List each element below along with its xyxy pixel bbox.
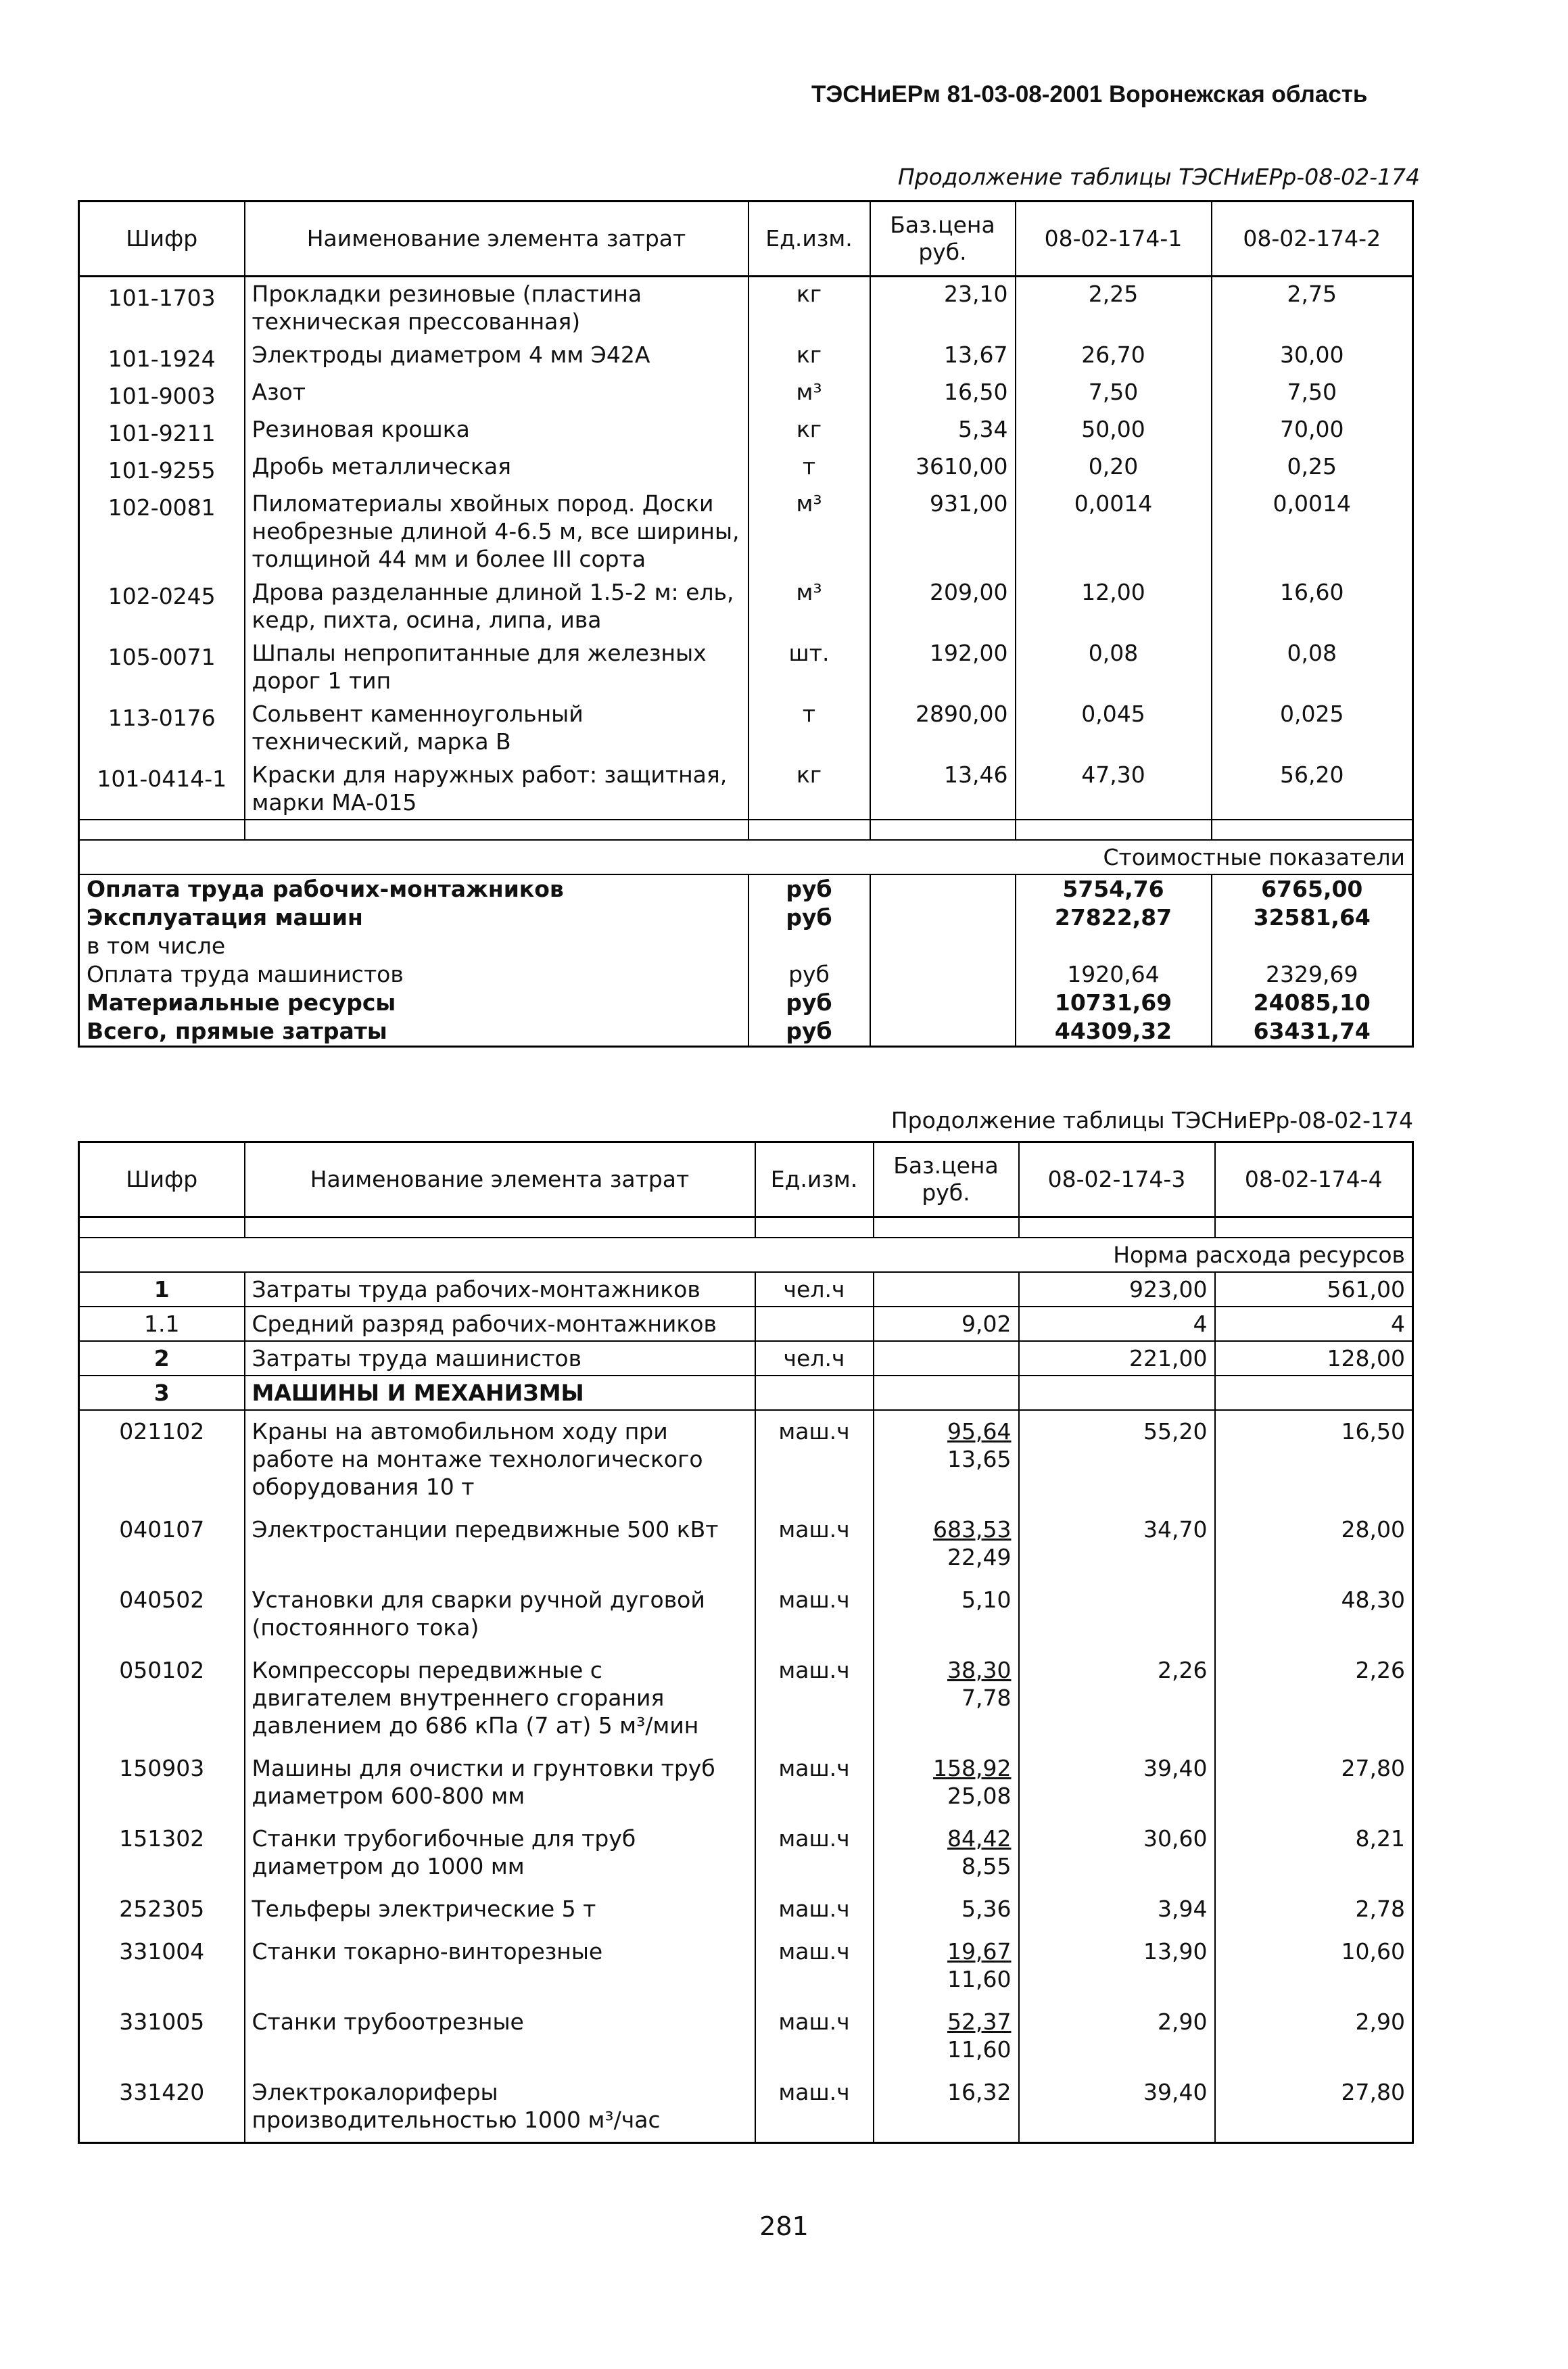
table-row: [79, 338, 1413, 375]
value-col2: 0,25: [1212, 450, 1413, 487]
value-col1: 2,26: [1019, 1649, 1215, 1748]
value-col2: [1215, 1376, 1413, 1410]
cost-row: [79, 989, 1413, 1017]
value-col2: 2,78: [1215, 1888, 1413, 1931]
spacer-cell: [79, 820, 245, 840]
table-row: [79, 1931, 1413, 2001]
unit: чел.ч: [755, 1272, 874, 1307]
value-col1: 221,00: [1019, 1341, 1215, 1376]
table-row: [79, 1341, 1413, 1376]
value-col1: 4: [1019, 1307, 1215, 1341]
unit: маш.ч: [755, 1888, 874, 1931]
spacer-cell: [870, 820, 1016, 840]
value-col1: [1019, 1376, 1215, 1410]
spacer-cell: [245, 1217, 755, 1238]
resource-name: Резиновая крошка: [245, 413, 749, 450]
value-col1: 39,40: [1019, 1748, 1215, 1818]
unit: руб: [749, 989, 870, 1017]
base-price: 5,34: [870, 413, 1016, 450]
unit: руб: [749, 904, 870, 932]
unit: кг: [749, 413, 870, 450]
empty-cell: [870, 989, 1016, 1017]
unit: [749, 932, 870, 960]
page-number: 281: [759, 2211, 809, 2241]
spacer-cell: [1016, 820, 1212, 840]
value-col1: 47,30: [1016, 758, 1212, 820]
cost-row: [79, 1017, 1413, 1047]
price-wage-value: 8,55: [961, 1853, 1012, 1879]
table-row: [79, 1410, 1413, 1509]
value-col1: 39,40: [1019, 2071, 1215, 2143]
price-value: 19,67: [947, 1938, 1012, 1965]
resource-code: 040502: [79, 1579, 245, 1649]
cost-name: Оплата труда машинистов: [79, 960, 749, 989]
resource-name: Краны на автомобильном ходу при работе на монтаже технологического оборудования 10 т: [245, 1410, 755, 1509]
table-row: [79, 1376, 1413, 1410]
unit: маш.ч: [755, 1410, 874, 1509]
resource-code: 1: [79, 1272, 245, 1307]
table-row: [79, 697, 1413, 758]
value-col1: 27822,87: [1016, 904, 1212, 932]
table-row: [79, 2071, 1413, 2143]
spacer-cell: [79, 1217, 245, 1238]
value-col1: 2,25: [1016, 277, 1212, 339]
base-price: [874, 1649, 1019, 1748]
base-price: 2890,00: [870, 697, 1016, 758]
spacer-cell: [1212, 820, 1413, 840]
resource-code: 2: [79, 1341, 245, 1376]
unit: т: [749, 450, 870, 487]
resource-name: Азот: [245, 375, 749, 413]
resource-code: 1.1: [79, 1307, 245, 1341]
column-header: 08-02-174-3: [1019, 1142, 1215, 1217]
resource-code: 101-1703: [79, 277, 245, 339]
column-header: Наименование элемента затрат: [245, 1142, 755, 1217]
base-price: [874, 1748, 1019, 1818]
resource-code: 102-0245: [79, 576, 245, 636]
value-col2: 2,75: [1212, 277, 1413, 339]
price-value: 5,10: [961, 1587, 1012, 1613]
base-price: [874, 1888, 1019, 1931]
value-col1: 923,00: [1019, 1272, 1215, 1307]
table2: [78, 1141, 1414, 2144]
resource-name: МАШИНЫ И МЕХАНИЗМЫ: [245, 1376, 755, 1410]
value-col2: 16,60: [1212, 576, 1413, 636]
value-col2: 6765,00: [1212, 874, 1413, 904]
value-col1: [1016, 932, 1212, 960]
unit: чел.ч: [755, 1341, 874, 1376]
resource-code: 113-0176: [79, 697, 245, 758]
table-row: [79, 1818, 1413, 1888]
value-col1: 2,90: [1019, 2001, 1215, 2071]
price-wage-value: 11,60: [947, 1966, 1012, 1992]
base-price: 13,67: [870, 338, 1016, 375]
value-col1: 7,50: [1016, 375, 1212, 413]
price-wage-value: 7,78: [961, 1685, 1012, 1711]
unit: маш.ч: [755, 1509, 874, 1579]
resource-name: Краски для наружных работ: защитная, марки МА-015: [245, 758, 749, 820]
resource-name: Затраты труда машинистов: [245, 1341, 755, 1376]
norm-section-title: Норма расхода ресурсов: [79, 1238, 1413, 1272]
unit: т: [749, 697, 870, 758]
resource-code: 101-9211: [79, 413, 245, 450]
resource-name: Затраты труда рабочих-монтажников: [245, 1272, 755, 1307]
table2-continuation-label: Продолжение таблицы ТЭСНиЕРр-08-02-174: [890, 1107, 1413, 1133]
value-col1: 12,00: [1016, 576, 1212, 636]
resource-name: Дробь металлическая: [245, 450, 749, 487]
value-col2: 24085,10: [1212, 989, 1413, 1017]
resource-code: 021102: [79, 1410, 245, 1509]
resource-code: 101-1924: [79, 338, 245, 375]
base-price: [874, 1509, 1019, 1579]
empty-cell: [870, 1017, 1016, 1047]
resource-code: 040107: [79, 1509, 245, 1579]
unit: маш.ч: [755, 1931, 874, 2001]
resource-code: 331005: [79, 2001, 245, 2071]
resource-code: 3: [79, 1376, 245, 1410]
unit: руб: [749, 874, 870, 904]
cost-name: Всего, прямые затраты: [79, 1017, 749, 1047]
value-col2: 16,50: [1215, 1410, 1413, 1509]
value-col1: 55,20: [1019, 1410, 1215, 1509]
cost-section-title: Стоимостные показатели: [79, 840, 1413, 874]
resource-code: 050102: [79, 1649, 245, 1748]
base-price: [874, 1931, 1019, 2001]
table1-continuation-label: Продолжение таблицы ТЭСНиЕРр-08-02-174: [897, 164, 1420, 190]
value-col1: 0,20: [1016, 450, 1212, 487]
empty-cell: [870, 904, 1016, 932]
value-col2: 8,21: [1215, 1818, 1413, 1888]
price-wage-value: 13,65: [947, 1446, 1012, 1472]
price-wage-value: 11,60: [947, 2036, 1012, 2063]
base-price: 3610,00: [870, 450, 1016, 487]
empty-cell: [870, 932, 1016, 960]
base-price: 23,10: [870, 277, 1016, 339]
unit: маш.ч: [755, 2001, 874, 2071]
value-col1: 26,70: [1016, 338, 1212, 375]
unit: м³: [749, 487, 870, 576]
resource-code: 102-0081: [79, 487, 245, 576]
unit: маш.ч: [755, 1818, 874, 1888]
value-col2: 10,60: [1215, 1931, 1413, 2001]
unit: кг: [749, 277, 870, 339]
resource-name: Электроды диаметром 4 мм Э42А: [245, 338, 749, 375]
value-col2: 56,20: [1212, 758, 1413, 820]
unit: руб: [749, 960, 870, 989]
resource-code: 101-9255: [79, 450, 245, 487]
resource-name: Сольвент каменноугольный технический, марка В: [245, 697, 749, 758]
base-price: 192,00: [870, 636, 1016, 697]
table-row: [79, 1307, 1413, 1341]
cost-name: Оплата труда рабочих-монтажников: [79, 874, 749, 904]
value-col2: 561,00: [1215, 1272, 1413, 1307]
value-col2: 2,90: [1215, 2001, 1413, 2071]
price-value: 5,36: [961, 1896, 1012, 1922]
table-row: [79, 487, 1413, 576]
cost-row: [79, 874, 1413, 904]
table-row: [79, 576, 1413, 636]
table-row: [79, 1272, 1413, 1307]
price-value: 158,92: [933, 1755, 1012, 1781]
resource-name: Шпалы непропитанные для железных дорог 1 тип: [245, 636, 749, 697]
value-col2: 0,025: [1212, 697, 1413, 758]
column-header: 08-02-174-2: [1212, 202, 1413, 277]
spacer-cell: [749, 820, 870, 840]
price-value: 95,64: [947, 1418, 1012, 1445]
value-col1: 3,94: [1019, 1888, 1215, 1931]
unit: м³: [749, 375, 870, 413]
value-col2: [1212, 932, 1413, 960]
base-price: [874, 2071, 1019, 2143]
spacer-cell: [245, 820, 749, 840]
unit: [755, 1307, 874, 1341]
unit: маш.ч: [755, 1649, 874, 1748]
empty-cell: [870, 960, 1016, 989]
resource-code: 105-0071: [79, 636, 245, 697]
base-price: [874, 1818, 1019, 1888]
cost-name: в том числе: [79, 932, 749, 960]
resource-code: 101-0414-1: [79, 758, 245, 820]
base-price: [874, 1579, 1019, 1649]
value-col2: 0,0014: [1212, 487, 1413, 576]
price-wage-value: 25,08: [947, 1783, 1012, 1809]
resource-name: Прокладки резиновые (пластина техническая прессованная): [245, 277, 749, 339]
resource-name: Электростанции передвижные 500 кВт: [245, 1509, 755, 1579]
value-col2: 28,00: [1215, 1509, 1413, 1579]
value-col1: 10731,69: [1016, 989, 1212, 1017]
resource-code: 331004: [79, 1931, 245, 2001]
unit: кг: [749, 338, 870, 375]
resource-name: Дрова разделанные длиной 1.5-2 м: ель, кедр, пихта, осина, липа, ива: [245, 576, 749, 636]
spacer-cell: [1215, 1217, 1413, 1238]
value-col1: [1019, 1579, 1215, 1649]
empty-cell: [870, 874, 1016, 904]
column-header: Баз.цена руб.: [874, 1142, 1019, 1217]
unit: [755, 1376, 874, 1410]
cost-row: [79, 904, 1413, 932]
value-col1: 44309,32: [1016, 1017, 1212, 1047]
price-value: 683,53: [933, 1516, 1012, 1543]
value-col2: 70,00: [1212, 413, 1413, 450]
base-price: 13,46: [870, 758, 1016, 820]
column-header: 08-02-174-1: [1016, 202, 1212, 277]
resource-name: Тельферы электрические 5 т: [245, 1888, 755, 1931]
table-row: [79, 758, 1413, 820]
value-col1: 1920,64: [1016, 960, 1212, 989]
page-header: ТЭСНиЕРм 81-03-08-2001 Воронежская область: [811, 81, 1368, 108]
value-col1: 30,60: [1019, 1818, 1215, 1888]
value-col2: 4: [1215, 1307, 1413, 1341]
unit: руб: [749, 1017, 870, 1047]
table-row: [79, 1748, 1413, 1818]
resource-name: Электрокалориферы производительностью 1000 м³/час: [245, 2071, 755, 2143]
value-col2: 63431,74: [1212, 1017, 1413, 1047]
base-price: [874, 1272, 1019, 1307]
column-header: Шифр: [79, 202, 245, 277]
price-wage-value: 22,49: [947, 1544, 1012, 1570]
cost-row: [79, 960, 1413, 989]
base-price: [874, 1307, 1019, 1341]
resource-code: 150903: [79, 1748, 245, 1818]
spacer-cell: [755, 1217, 874, 1238]
resource-code: 151302: [79, 1818, 245, 1888]
base-price: 931,00: [870, 487, 1016, 576]
resource-name: Пиломатериалы хвойных пород. Доски необрезные длиной 4-6.5 м, все ширины, толщиной 44 мм и более III сорта: [245, 487, 749, 576]
column-header: 08-02-174-4: [1215, 1142, 1413, 1217]
table-row: [79, 375, 1413, 413]
table-row: [79, 1509, 1413, 1579]
value-col2: 0,08: [1212, 636, 1413, 697]
value-col2: 2,26: [1215, 1649, 1413, 1748]
cost-name: Материальные ресурсы: [79, 989, 749, 1017]
table-row: [79, 1579, 1413, 1649]
resource-code: 331420: [79, 2071, 245, 2143]
base-price: [874, 1410, 1019, 1509]
column-header: Ед.изм.: [755, 1142, 874, 1217]
value-col1: 0,0014: [1016, 487, 1212, 576]
unit: кг: [749, 758, 870, 820]
unit: шт.: [749, 636, 870, 697]
cost-name: Эксплуатация машин: [79, 904, 749, 932]
value-col2: 30,00: [1212, 338, 1413, 375]
column-header: Ед.изм.: [749, 202, 870, 277]
unit: м³: [749, 576, 870, 636]
value-col2: 27,80: [1215, 1748, 1413, 1818]
table-row: [79, 413, 1413, 450]
resource-name: Станки трубоотрезные: [245, 2001, 755, 2071]
price-value: 38,30: [947, 1657, 1012, 1683]
value-col1: 0,08: [1016, 636, 1212, 697]
price-value: 52,37: [947, 2009, 1012, 2035]
resource-code: 252305: [79, 1888, 245, 1931]
base-price: [874, 1376, 1019, 1410]
resource-name: Установки для сварки ручной дуговой (постоянного тока): [245, 1579, 755, 1649]
resource-name: Компрессоры передвижные с двигателем внутреннего сгорания давлением до 686 кПа (7 ат) 5 м³/мин: [245, 1649, 755, 1748]
price-value: 16,32: [947, 2079, 1012, 2105]
table-row: [79, 2001, 1413, 2071]
base-price: [874, 1341, 1019, 1376]
value-col2: 48,30: [1215, 1579, 1413, 1649]
resource-name: Машины для очистки и грунтовки труб диаметром 600-800 мм: [245, 1748, 755, 1818]
table-row: [79, 450, 1413, 487]
table-row: [79, 1649, 1413, 1748]
resource-name: Станки токарно-винторезные: [245, 1931, 755, 2001]
table-row: [79, 1888, 1413, 1931]
base-price: [874, 2001, 1019, 2071]
unit: маш.ч: [755, 1579, 874, 1649]
table-row: [79, 277, 1413, 339]
column-header: Наименование элемента затрат: [245, 202, 749, 277]
value-col1: 0,045: [1016, 697, 1212, 758]
spacer-cell: [1019, 1217, 1215, 1238]
price-value: 84,42: [947, 1825, 1012, 1852]
resource-name: Станки трубогибочные для труб диаметром до 1000 мм: [245, 1818, 755, 1888]
spacer-cell: [874, 1217, 1019, 1238]
value-col2: 32581,64: [1212, 904, 1413, 932]
value-col1: 34,70: [1019, 1509, 1215, 1579]
resource-code: 101-9003: [79, 375, 245, 413]
table-row: [79, 636, 1413, 697]
value-col1: 13,90: [1019, 1931, 1215, 2001]
column-header: Баз.цена руб.: [870, 202, 1016, 277]
value-col2: 128,00: [1215, 1341, 1413, 1376]
value-col2: 2329,69: [1212, 960, 1413, 989]
unit: маш.ч: [755, 1748, 874, 1818]
value-col1: 5754,76: [1016, 874, 1212, 904]
value-col1: 50,00: [1016, 413, 1212, 450]
price-value: 9,02: [961, 1311, 1012, 1337]
table1: [78, 200, 1414, 1048]
base-price: 16,50: [870, 375, 1016, 413]
resource-name: Средний разряд рабочих-монтажников: [245, 1307, 755, 1341]
value-col2: 7,50: [1212, 375, 1413, 413]
column-header: Шифр: [79, 1142, 245, 1217]
value-col2: 27,80: [1215, 2071, 1413, 2143]
unit: маш.ч: [755, 2071, 874, 2143]
cost-row: [79, 932, 1413, 960]
base-price: 209,00: [870, 576, 1016, 636]
